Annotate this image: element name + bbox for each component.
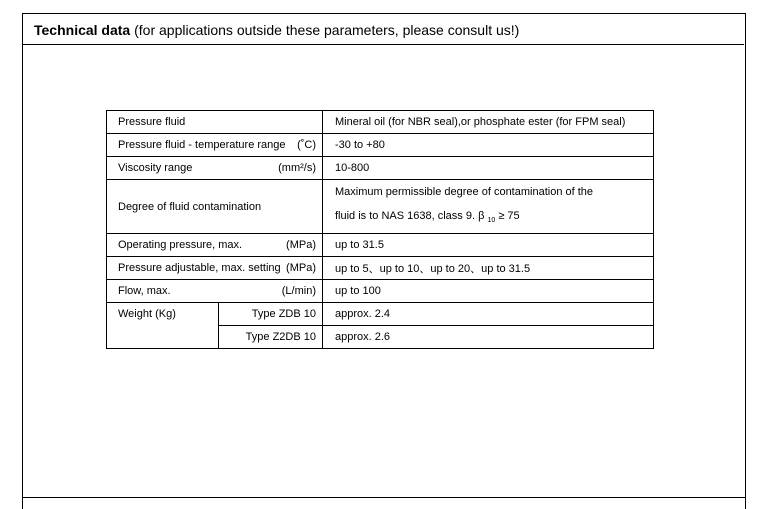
row-label: Degree of fluid contamination xyxy=(107,180,323,234)
beta-subscript: 10 xyxy=(487,217,496,225)
unit-text: (L/min) xyxy=(281,285,316,298)
bottom-divider xyxy=(22,497,745,498)
section-title: Technical data xyxy=(34,22,131,38)
value-line xyxy=(335,204,653,233)
label-text: Pressure adjustable, max. setting xyxy=(118,262,281,275)
type-label: Type Z2DB 10 xyxy=(219,326,323,349)
technical-data-table xyxy=(106,110,654,349)
row-label xyxy=(107,280,323,303)
row-value: -30 to +80 xyxy=(323,134,654,157)
table-row xyxy=(107,234,654,257)
value-text: ≥ 75 xyxy=(498,210,520,222)
row-label xyxy=(107,134,323,157)
unit-text: (˚C) xyxy=(297,139,316,151)
row-value: approx. 2.4 xyxy=(323,303,654,326)
row-label: Pressure fluid xyxy=(107,111,323,134)
table-row xyxy=(107,280,654,303)
value-text: fluid is to NAS 1638, class 9. β xyxy=(335,210,485,222)
table-row xyxy=(107,157,654,180)
unit-text: (MPa) xyxy=(286,239,316,252)
table-row xyxy=(107,180,654,234)
value-line: Maximum permissible degree of contamination of the xyxy=(335,186,594,198)
label-text: Flow, max. xyxy=(118,285,171,298)
table-row xyxy=(107,303,654,326)
row-label xyxy=(107,257,323,280)
row-value: approx. 2.6 xyxy=(323,326,654,349)
row-label xyxy=(107,234,323,257)
header-text xyxy=(34,22,519,38)
row-value: Mineral oil (for NBR seal),or phosphate ester (for FPM seal) xyxy=(323,111,654,134)
type-label: Type ZDB 10 xyxy=(219,303,323,326)
section-subtitle: (for applications outside these parameters, please consult us!) xyxy=(134,22,520,38)
row-value xyxy=(323,180,654,234)
section-header xyxy=(22,13,744,45)
table-row xyxy=(107,111,654,134)
row-value: up to 100 xyxy=(323,280,654,303)
table-row xyxy=(107,257,654,280)
unit-text: (MPa) xyxy=(286,262,316,275)
row-value: 10-800 xyxy=(323,157,654,180)
row-value: up to 31.5 xyxy=(323,234,654,257)
table-row xyxy=(107,134,654,157)
weight-label: Weight (Kg) xyxy=(107,303,219,349)
unit-text: (mm²/s) xyxy=(278,162,316,174)
label-text: Operating pressure, max. xyxy=(118,239,243,252)
label-text: Viscosity range xyxy=(118,162,193,174)
row-label xyxy=(107,157,323,180)
row-value: up to 5、up to 10、up to 20、up to 31.5 xyxy=(323,257,654,280)
label-text: Pressure fluid - temperature range xyxy=(118,139,286,151)
